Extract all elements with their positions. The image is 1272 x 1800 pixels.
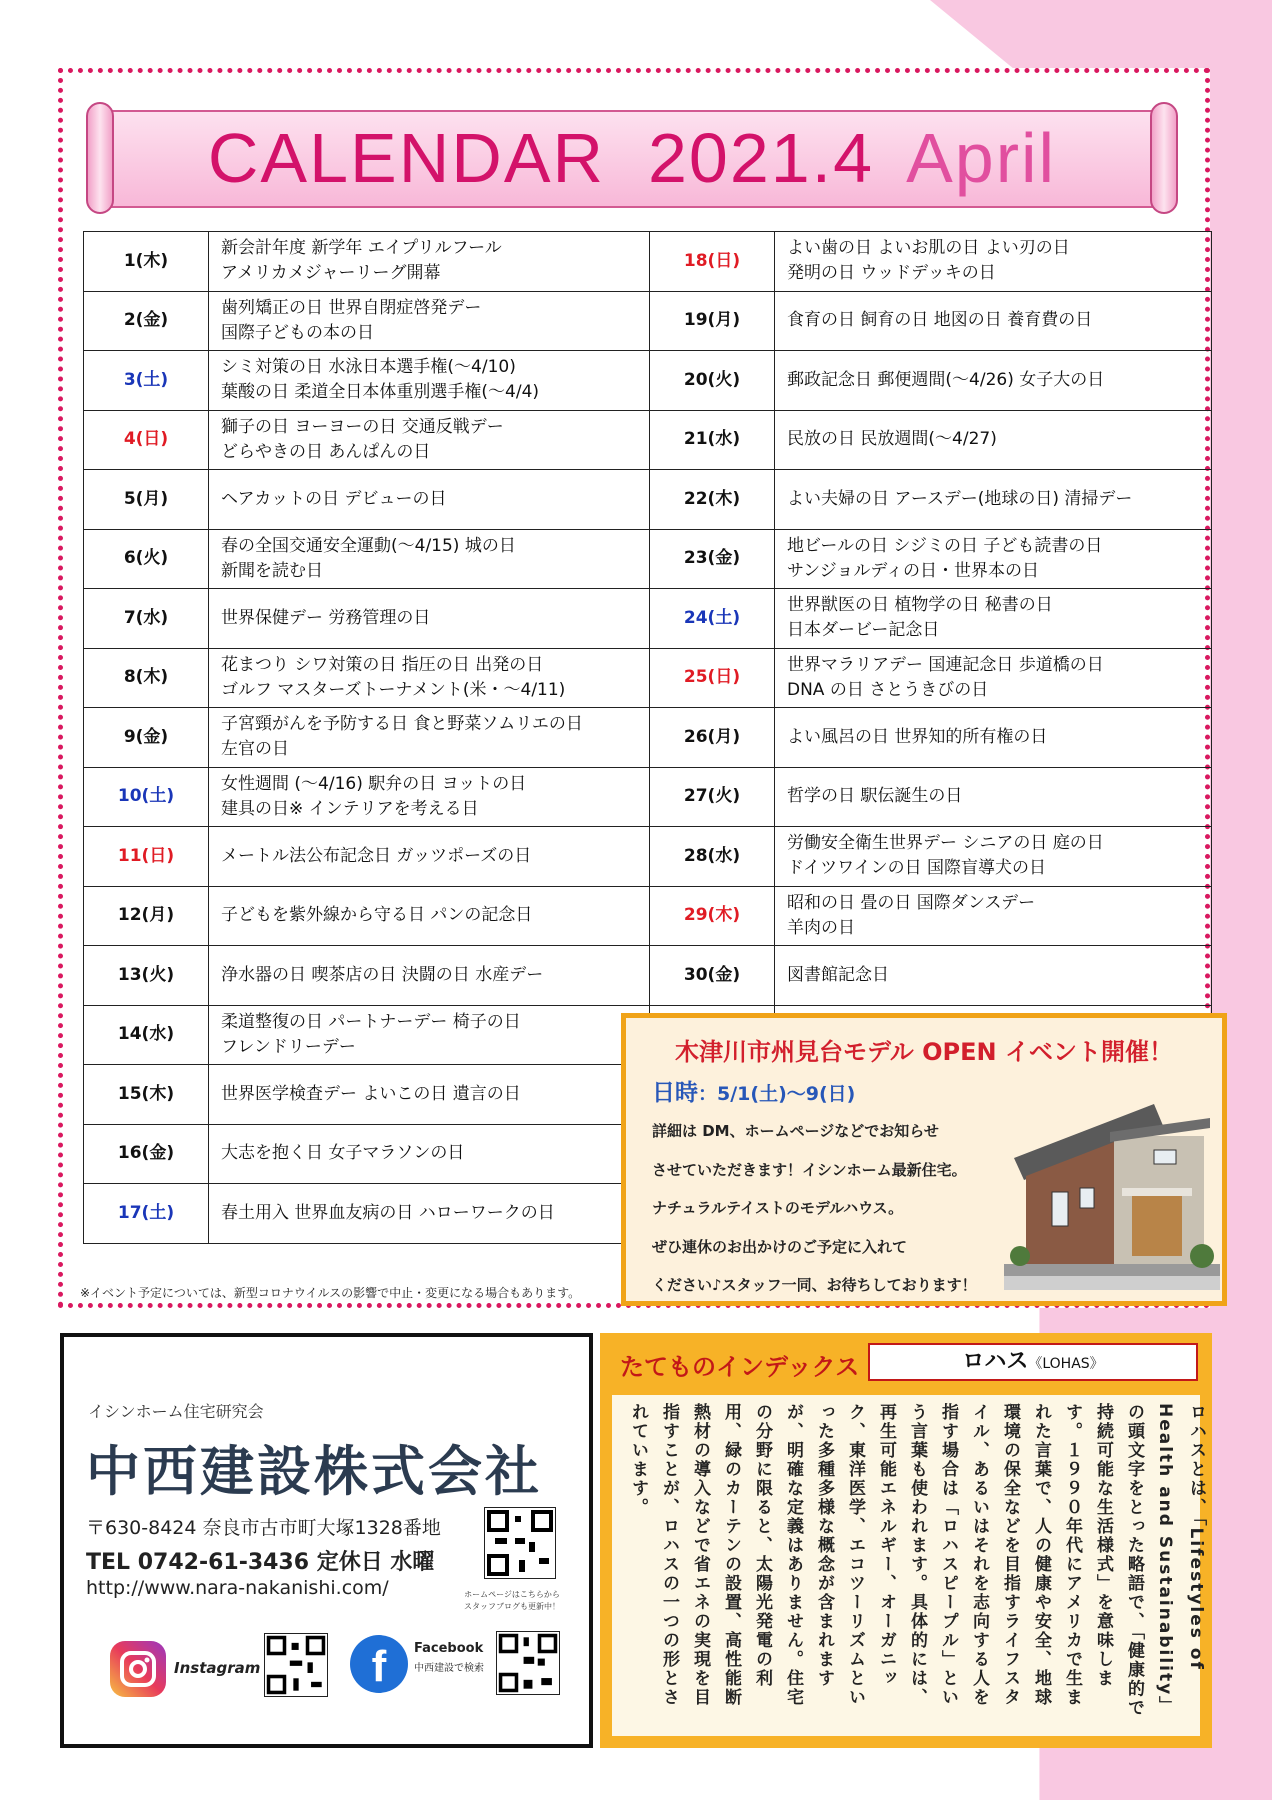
calendar-event: 食育の日 飼育の日 地図の日 養育費の日 (787, 310, 1093, 331)
calendar-row (84, 351, 1212, 411)
calendar-day: 4(日) (84, 410, 209, 470)
calendar-day: 16(金) (84, 1124, 209, 1184)
homepage-qr-code[interactable] (484, 1507, 556, 1579)
index-title: たてものインデックス (620, 1353, 860, 1381)
company-tel: TEL 0742-61-3436 定休日 水曜 (86, 1550, 435, 1575)
calendar-event: 新会計年度 新学年 エイプリルフール (221, 238, 502, 259)
company-url[interactable]: http://www.nara-nakanishi.com/ (86, 1577, 389, 1599)
event-line: ナチュラルテイストのモデルハウス。 (652, 1199, 904, 1217)
calendar-day: 14(水) (84, 1005, 209, 1065)
company-box (60, 1333, 593, 1748)
calendar-event: 左官の日 (221, 739, 289, 760)
calendar-events (209, 529, 650, 589)
calendar-event: 国際子どもの本の日 (221, 322, 374, 343)
qr-caption (464, 1589, 560, 1613)
calendar-event: 羊肉の日 (787, 917, 855, 938)
calendar-event: 花まつり シワ対策の日 指圧の日 出発の日 (221, 654, 544, 675)
calendar-events (775, 470, 1212, 530)
calendar-day: 7(水) (84, 589, 209, 649)
calendar-day: 22(木) (650, 470, 775, 530)
calendar-day: 24(土) (650, 589, 775, 649)
calendar-event: 労働安全衛生世界デー シニアの日 庭の日 (787, 833, 1104, 854)
calendar-event: 柔道整復の日 パートナーデー 椅子の日 (221, 1011, 521, 1032)
calendar-event: 浄水器の日 喫茶店の日 決闘の日 水産デー (221, 964, 544, 985)
index-body (612, 1395, 1206, 1736)
calendar-day: 23(金) (650, 529, 775, 589)
banner-calendar-text: CALENDAR 2021.4 (207, 119, 875, 197)
calendar-day: 1(木) (84, 232, 209, 292)
facebook-qr-code[interactable] (496, 1631, 560, 1695)
calendar-event: 子宮頸がんを予防する日 食と野菜ソムリエの日 (221, 714, 583, 735)
facebook-icon[interactable]: f (350, 1635, 408, 1693)
calendar-events (209, 589, 650, 649)
index-term-en: 《LOHAS》 (1028, 1356, 1104, 1372)
event-line: 詳細は DM、ホームページなどでお知らせ (652, 1122, 939, 1140)
calendar-events (775, 589, 1212, 649)
event-line: させていただきます！イシンホーム最新住宅。 (652, 1160, 967, 1179)
calendar-events (775, 946, 1212, 1006)
calendar-event: サンジョルディの日・世界本の日 (787, 560, 1040, 581)
calendar-day: 25(日) (650, 648, 775, 708)
calendar-events (775, 351, 1212, 411)
calendar-row (84, 291, 1212, 351)
calendar-event: 郵政記念日 郵便週間(〜4/26) 女子大の日 (787, 369, 1105, 390)
calendar-event: 日本ダービー記念日 (787, 620, 940, 641)
calendar-events (209, 1005, 650, 1065)
calendar-day: 20(火) (650, 351, 775, 411)
calendar-event: ヘアカットの日 デビューの日 (221, 488, 447, 509)
calendar-event: よい夫婦の日 アースデー(地球の日) 清掃デー (787, 488, 1133, 509)
calendar-event: 子どもを紫外線から守る日 パンの記念日 (221, 905, 533, 926)
event-title: 木津川市州見台モデル OPEN イベント開催！ (675, 1038, 1173, 1066)
calendar-event: 春の全国交通安全運動(〜4/15) 城の日 (221, 535, 516, 556)
calendar-event: 建具の日※ インテリアを考える日 (221, 798, 479, 819)
calendar-events (209, 232, 650, 292)
calendar-events (775, 232, 1212, 292)
calendar-day: 29(木) (650, 886, 775, 946)
calendar-day: 2(金) (84, 291, 209, 351)
calendar-day: 8(木) (84, 648, 209, 708)
event-line: ください♪スタッフ一同、お待ちしております！ (652, 1276, 977, 1294)
calendar-event: 哲学の日 駅伝誕生の日 (787, 786, 963, 807)
instagram-label: Instagram (174, 1659, 261, 1677)
calendar-events (209, 708, 650, 768)
calendar-event: ドイツワインの日 国際盲導犬の日 (787, 858, 1047, 879)
calendar-day: 12(月) (84, 886, 209, 946)
calendar-day: 30(金) (650, 946, 775, 1006)
calendar-events (775, 827, 1212, 887)
calendar-event: 獅子の日 ヨーヨーの日 交通反戦デー (221, 416, 504, 437)
calendar-event: 新聞を読む日 (221, 560, 323, 581)
calendar-row (84, 529, 1212, 589)
calendar-banner (86, 102, 1178, 214)
calendar-events (775, 708, 1212, 768)
calendar-row (84, 589, 1212, 649)
event-date-label: 日時 (652, 1080, 698, 1106)
calendar-event: 世界医学検査デー よいこの日 遺言の日 (221, 1083, 521, 1104)
calendar-events (209, 827, 650, 887)
calendar-events (209, 648, 650, 708)
event-date (652, 1074, 855, 1107)
calendar-events (209, 470, 650, 530)
calendar-event: 昭和の日 畳の日 国際ダンスデー (787, 892, 1036, 913)
calendar-row (84, 648, 1212, 708)
event-box (621, 1013, 1227, 1306)
calendar-day: 15(木) (84, 1065, 209, 1125)
calendar-row (84, 470, 1212, 530)
calendar-event: よい歯の日 よいお肌の日 よい刃の日 (787, 238, 1070, 259)
building-index-box (600, 1333, 1212, 1748)
calendar-event: 世界獣医の日 植物学の日 秘書の日 (787, 595, 1053, 616)
calendar-events (209, 946, 650, 1006)
event-date-value: ：5/1(土)〜9(日) (698, 1083, 856, 1105)
calendar-day: 27(火) (650, 767, 775, 827)
calendar-row (84, 232, 1212, 292)
calendar-event: 春土用入 世界血友病の日 ハローワークの日 (221, 1202, 555, 1223)
company-address: 〒630-8424 奈良市古市町大塚1328番地 (86, 1517, 441, 1539)
calendar-events (775, 291, 1212, 351)
calendar-day: 10(土) (84, 767, 209, 827)
calendar-row (84, 410, 1212, 470)
calendar-row (84, 708, 1212, 768)
qr-caption-line: ホームページはこちらから (464, 1590, 560, 1599)
company-subtitle: イシンホーム住宅研究会 (88, 1402, 264, 1421)
calendar-event: 図書館記念日 (787, 964, 889, 985)
index-text: ロハスとは、「Lifestyles of Health and Sustainability」の頭文字をとった略語で、「健康的で持続可能な生活様式」を意味します。１９９０年代にアメリカで生まれた言葉で、人の健康や安全、地球環境の保全などを目指すライフスタイル、あるいはそれを志向する人を指す場合は「ロハスピープル」という言葉も使われます。具体的には、再生可能エネルギー、オーガニック、東洋医学、エコツーリズムといった多種多様な概念が含まれますが、明確な定義はありません。住宅の分野に限ると、太陽光発電の利用、緑のカーテンの設置、高性能断熱材の導入などで省エネの実現を目指すことが、ロハスの一つの形とされています。 (628, 1403, 1206, 1718)
index-term-box (868, 1343, 1198, 1381)
calendar-events (775, 767, 1212, 827)
calendar-events (209, 886, 650, 946)
calendar-events (209, 1184, 650, 1244)
calendar-event: 地ビールの日 シジミの日 子ども読書の日 (787, 535, 1103, 556)
calendar-event: シミ対策の日 水泳日本選手権(〜4/10) (221, 357, 516, 378)
calendar-event: ゴルフ マスターズトーナメント(米・〜4/11) (221, 679, 566, 700)
calendar-day: 9(金) (84, 708, 209, 768)
banner-month-text: April (906, 119, 1057, 197)
calendar-event: フレンドリーデー (221, 1036, 356, 1057)
calendar-day: 17(土) (84, 1184, 209, 1244)
calendar-note: ※イベント予定については、新型コロナウイルスの影響で中止・変更になる場合もあります。 (80, 1286, 581, 1300)
calendar-events (775, 529, 1212, 589)
calendar-event: 民放の日 民放週間(〜4/27) (787, 429, 997, 450)
company-name: 中西建設株式会社 (86, 1440, 542, 1503)
calendar-event: DNA の日 さとうきびの日 (787, 679, 989, 700)
calendar-row (84, 946, 1212, 1006)
calendar-event: アメリカメジャーリーグ開幕 (221, 263, 441, 284)
event-body (652, 1112, 1012, 1305)
calendar-day: 28(水) (650, 827, 775, 887)
calendar-events (209, 1124, 650, 1184)
calendar-events (209, 1065, 650, 1125)
calendar-day: 11(日) (84, 827, 209, 887)
facebook-label: Facebook (414, 1641, 484, 1656)
calendar-event: 葉酸の日 柔道全日本体重別選手権(〜4/4) (221, 382, 540, 403)
calendar-event: どらやきの日 あんぱんの日 (221, 441, 431, 462)
calendar-event: 女性週間 (〜4/16) 駅弁の日 ヨットの日 (221, 773, 527, 794)
model-house-image (1004, 1088, 1220, 1298)
calendar-event: 発明の日 ウッドデッキの日 (787, 263, 996, 284)
calendar-event: 世界保健デー 労務管理の日 (221, 607, 431, 628)
calendar-day: 5(月) (84, 470, 209, 530)
calendar-events (209, 351, 650, 411)
calendar-row (84, 767, 1212, 827)
calendar-event: 歯列矯正の日 世界自閉症啓発デー (221, 297, 482, 318)
banner-title (86, 108, 1178, 208)
event-line: ぜひ連休のお出かけのご予定に入れて (652, 1237, 908, 1256)
facebook-search-hint: 中西建設で検索 (414, 1663, 484, 1674)
calendar-day: 26(月) (650, 708, 775, 768)
instagram-icon[interactable] (110, 1641, 166, 1697)
calendar-event: メートル法公布記念日 ガッツポーズの日 (221, 845, 532, 866)
calendar-events (775, 648, 1212, 708)
calendar-row (84, 827, 1212, 887)
calendar-day: 3(土) (84, 351, 209, 411)
calendar-events (209, 767, 650, 827)
calendar-event: 大志を抱く日 女子マラソンの日 (221, 1143, 465, 1164)
calendar-events (209, 291, 650, 351)
qr-caption-line: スタッフブログも更新中！ (464, 1602, 560, 1611)
calendar-events (209, 410, 650, 470)
calendar-events (775, 886, 1212, 946)
calendar-event: よい風呂の日 世界知的所有権の日 (787, 726, 1048, 747)
instagram-qr-code[interactable] (264, 1633, 328, 1697)
calendar-event: 世界マラリアデー 国連記念日 歩道橋の日 (787, 654, 1104, 675)
calendar-day: 21(水) (650, 410, 775, 470)
calendar-events (775, 410, 1212, 470)
index-term: ロハス (962, 1349, 1029, 1374)
calendar-day: 19(月) (650, 291, 775, 351)
calendar-day: 6(火) (84, 529, 209, 589)
calendar-day: 18(日) (650, 232, 775, 292)
calendar-row (84, 886, 1212, 946)
calendar-day: 13(火) (84, 946, 209, 1006)
